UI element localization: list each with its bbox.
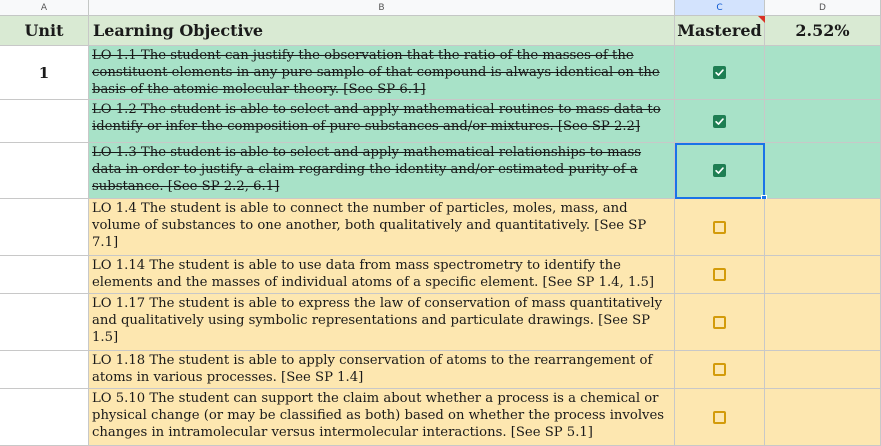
unit-cell[interactable]: 1 [0, 46, 89, 100]
mastered-cell[interactable] [675, 256, 765, 294]
mastered-cell[interactable] [675, 46, 765, 100]
checkbox-unchecked-icon[interactable] [713, 411, 726, 424]
mastered-header-cell[interactable]: Mastered [675, 16, 765, 46]
unit-cell[interactable] [0, 100, 89, 143]
mastered-cell[interactable] [675, 143, 765, 199]
percent-column-cell[interactable] [765, 389, 881, 446]
checkbox-unchecked-icon[interactable] [713, 363, 726, 376]
percent-mastered-cell[interactable]: 2.52% [765, 16, 881, 46]
checkbox-checked-icon[interactable] [713, 115, 726, 128]
mastered-cell[interactable] [675, 100, 765, 143]
checkbox-unchecked-icon[interactable] [713, 316, 726, 329]
objective-header-cell[interactable]: Learning Objective [89, 16, 675, 46]
unit-cell[interactable] [0, 351, 89, 389]
mastered-cell[interactable] [675, 294, 765, 351]
column-header-d[interactable]: D [765, 0, 881, 16]
learning-objective-cell[interactable]: LO 1.1 The student can justify the observation that the ratio of the masses of the constituent elements in any pure sample of that compound is always identical on the basis of the atomic molecular theory. [See SP 6.1] [89, 46, 675, 100]
checkbox-unchecked-icon[interactable] [713, 268, 726, 281]
checkbox-checked-icon[interactable] [713, 164, 726, 177]
mastered-cell[interactable] [675, 389, 765, 446]
percent-column-cell[interactable] [765, 199, 881, 256]
percent-column-cell[interactable] [765, 256, 881, 294]
unit-cell[interactable] [0, 389, 89, 446]
learning-objective-cell[interactable]: LO 5.10 The student can support the claim about whether a process is a chemical or physical change (or may be classified as both) based on whether the process involves changes in intramolecular versus intermolecular interactions. [See SP 5.1] [89, 389, 675, 446]
mastered-cell[interactable] [675, 199, 765, 256]
unit-header-cell[interactable]: Unit [0, 16, 89, 46]
column-header-b[interactable]: B [89, 0, 675, 16]
unit-cell[interactable] [0, 256, 89, 294]
checkbox-unchecked-icon[interactable] [713, 221, 726, 234]
learning-objective-cell[interactable]: LO 1.17 The student is able to express the law of conservation of mass quantitatively and qualitatively using symbolic representations and particulate drawings. [See SP 1.5] [89, 294, 675, 351]
percent-column-cell[interactable] [765, 351, 881, 389]
unit-cell[interactable] [0, 199, 89, 256]
comment-indicator-icon [758, 16, 765, 23]
unit-cell[interactable] [0, 294, 89, 351]
mastered-cell[interactable] [675, 351, 765, 389]
unit-cell[interactable] [0, 143, 89, 199]
column-header-a[interactable]: A [0, 0, 89, 16]
learning-objective-cell[interactable]: LO 1.2 The student is able to select and apply mathematical routines to mass data to identify or infer the composition of pure substances and/or mixtures. [See SP 2.2] [89, 100, 675, 143]
learning-objective-cell[interactable]: LO 1.3 The student is able to select and apply mathematical relationships to mass data in order to justify a claim regarding the identity and/or estimated purity of a substance. [See SP 2.2, 6.1] [89, 143, 675, 199]
percent-column-cell[interactable] [765, 294, 881, 351]
percent-column-cell[interactable] [765, 46, 881, 100]
column-header-c[interactable]: C [675, 0, 765, 16]
percent-column-cell[interactable] [765, 100, 881, 143]
learning-objective-cell[interactable]: LO 1.4 The student is able to connect the number of particles, moles, mass, and volume of substances to one another, both qualitatively and quantitatively. [See SP 7.1] [89, 199, 675, 256]
percent-column-cell[interactable] [765, 143, 881, 199]
checkbox-checked-icon[interactable] [713, 66, 726, 79]
learning-objective-cell[interactable]: LO 1.14 The student is able to use data from mass spectrometry to identify the elements and the masses of individual atoms of a specific element. [See SP 1.4, 1.5] [89, 256, 675, 294]
learning-objective-cell[interactable]: LO 1.18 The student is able to apply conservation of atoms to the rearrangement of atoms in various processes. [See SP 1.4] [89, 351, 675, 389]
